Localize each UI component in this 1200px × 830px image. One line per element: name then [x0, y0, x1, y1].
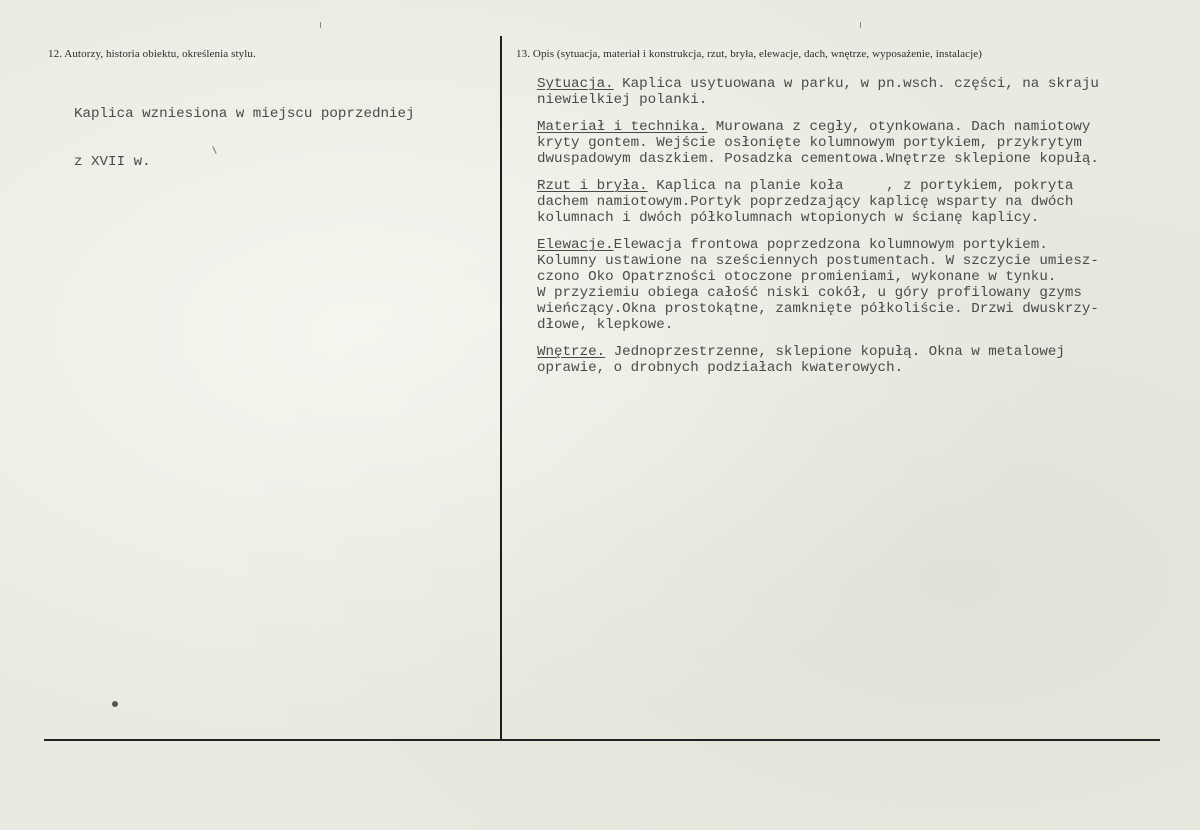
- section-heading: Sytuacja.: [537, 76, 614, 92]
- typed-line: Kaplica wzniesiona w miejscu poprzedniej: [74, 106, 415, 122]
- paper-mark: [320, 22, 321, 28]
- section-rzut: [537, 178, 1197, 226]
- typed-line: niewielkiej polanki.: [537, 92, 708, 108]
- typed-line: Jednoprzestrzenne, sklepione kopułą. Okna w metalowej: [605, 344, 1065, 360]
- typed-line: z XVII w.: [74, 154, 151, 170]
- typed-line: dłowe, klepkowe.: [537, 317, 674, 333]
- field-13-text: [537, 76, 1197, 387]
- typed-line: Kaplica na planie koła , z portykiem, pokryta: [647, 178, 1074, 194]
- typed-line: kryty gontem. Wejście osłonięte kolumnowym portykiem, przykrytym: [537, 135, 1082, 151]
- typed-line: dwuspadowym daszkiem. Posadzka cementowa.Wnętrze sklepione kopułą.: [537, 151, 1099, 167]
- typed-line: oprawie, o drobnych podziałach kwaterowych.: [537, 360, 904, 376]
- typed-line: Murowana z cegły, otynkowana. Dach namiotowy: [707, 119, 1091, 135]
- section-sytuacja: [537, 76, 1197, 108]
- typed-line: kolumnach i dwóch półkolumnach wtopionych w ścianę kaplicy.: [537, 210, 1040, 226]
- section-wnetrze: [537, 344, 1197, 376]
- typed-line: Elewacja frontowa poprzedzona kolumnowym portykiem.: [613, 237, 1048, 253]
- section-heading: Wnętrze.: [537, 344, 606, 360]
- section-material: [537, 119, 1197, 167]
- typed-line: W przyziemiu obiega całość niski cokół, u góry profilowany gzyms: [537, 285, 1082, 301]
- section-elewacje: [537, 237, 1197, 333]
- ink-dot: [112, 701, 118, 707]
- column-divider: [500, 36, 502, 740]
- bottom-rule: [44, 739, 1160, 741]
- typed-line: dachem namiotowym.Portyk poprzedzający kaplicę wsparty na dwóch: [537, 194, 1074, 210]
- typed-line: wieńczący.Okna prostokątne, zamknięte półkoliście. Drzwi dwuskrzy-: [537, 301, 1099, 317]
- typed-line: Kolumny ustawione na sześciennych postumentach. W szczycie umiesz-: [537, 253, 1099, 269]
- typed-line: Kaplica usytuowana w parku, w pn.wsch. części, na skraju: [613, 76, 1099, 92]
- field-12-label: 12. Autorzy, historia obiektu, określenia stylu.: [48, 48, 256, 60]
- typed-line: czono Oko Opatrzności otoczone promieniami, wykonane w tynku.: [537, 269, 1057, 285]
- section-heading: Rzut i bryła.: [537, 178, 648, 194]
- field-12-text: [74, 74, 415, 202]
- section-heading: Elewacje.: [537, 237, 614, 253]
- field-13-label: 13. Opis (sytuacja, materiał i konstrukcja, rzut, bryła, elewacje, dach, wnętrze, wyposażenie, instalacje): [516, 48, 982, 60]
- section-heading: Materiał i technika.: [537, 119, 708, 135]
- paper-mark: [860, 22, 861, 28]
